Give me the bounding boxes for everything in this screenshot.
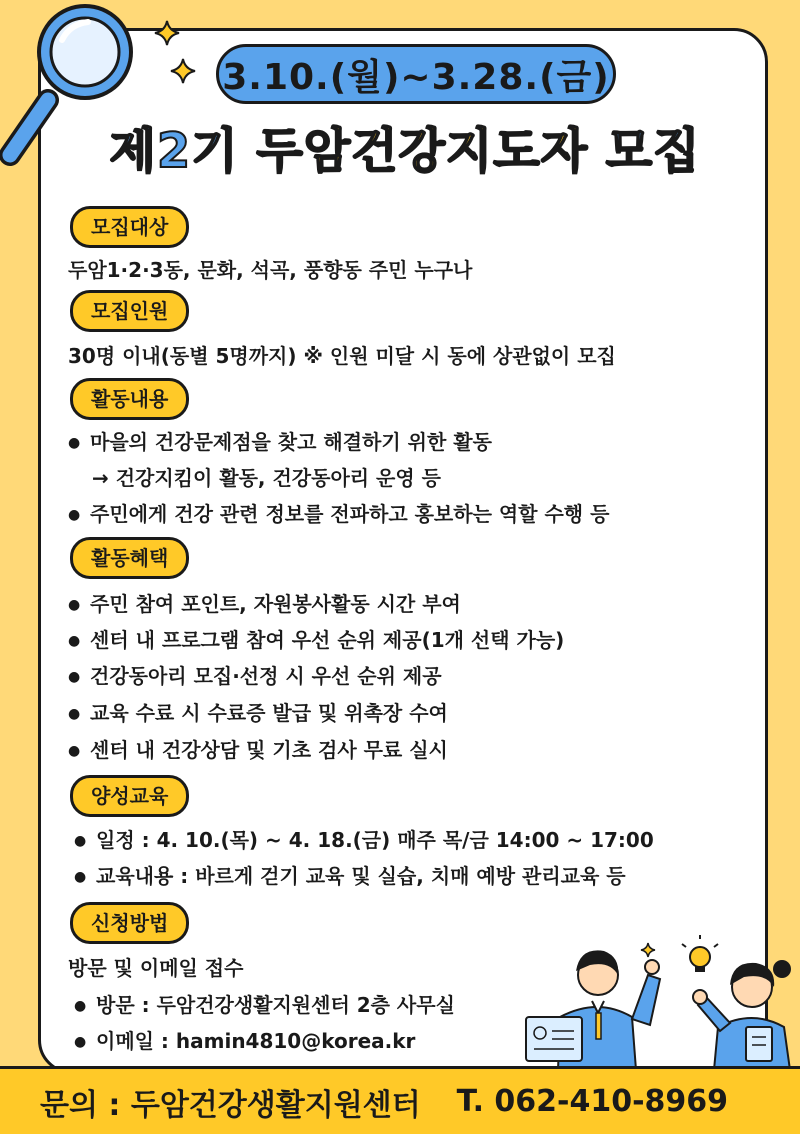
title-prefix: 제2기	[109, 123, 239, 179]
date-range: 3.10.(월)~3.28.(금)	[222, 56, 610, 98]
list-item: ● 건강동아리 모집·선정 시 우선 순위 제공	[68, 660, 442, 689]
contact-footer	[0, 1066, 800, 1134]
list-item: → 건강지킴이 활동, 건강동아리 운영 등	[92, 466, 441, 490]
contact-phone: T. 062-410-8969	[456, 1084, 729, 1119]
sparkle-icon	[154, 20, 180, 46]
section-label-target: 모집대상	[70, 206, 189, 248]
headcount-text: 30명 이내(동별 5명까지) ※ 인원 미달 시 동에 상관없이 모집	[68, 344, 616, 368]
title-suffix: 모집	[605, 123, 701, 179]
list-item: ● 센터 내 프로그램 참여 우선 순위 제공(1개 선택 가능)	[68, 624, 564, 653]
page-title	[60, 112, 750, 181]
list-item: ● 주민 참여 포인트, 자원봉사활동 시간 부여	[68, 588, 461, 617]
list-item: ● 교육 수료 시 수료증 발급 및 위촉장 수여	[68, 697, 448, 726]
title-main: 두암건강지도자	[256, 123, 588, 179]
section-label-benefits: 활동혜택	[70, 537, 189, 579]
list-item: ● 마을의 건강문제점을 찾고 해결하기 위한 활동	[68, 426, 492, 455]
date-range-pill	[216, 44, 616, 104]
target-text: 두암1·2·3동, 문화, 석곡, 풍향동 주민 누구나	[68, 258, 473, 282]
people-illustration	[520, 935, 800, 1070]
list-item: ● 주민에게 건강 관련 정보를 전파하고 홍보하는 역할 수행 등	[68, 498, 609, 527]
section-label-training: 양성교육	[70, 775, 189, 817]
list-item: ● 교육내용 : 바르게 걷기 교육 및 실습, 치매 예방 관리교육 등	[74, 860, 626, 889]
contact-org: 문의 : 두암건강생활지원센터	[40, 1087, 421, 1123]
lightbulb-icon	[682, 935, 718, 972]
apply-text: 방문 및 이메일 접수	[68, 956, 244, 980]
section-label-headcount: 모집인원	[70, 290, 189, 332]
section-label-activities: 활동내용	[70, 378, 189, 420]
sparkle-icon	[170, 58, 196, 84]
list-item: ● 이메일 : hamin4810@korea.kr	[74, 1025, 415, 1054]
list-item: ● 방문 : 두암건강생활지원센터 2층 사무실	[74, 989, 455, 1018]
section-label-apply: 신청방법	[70, 902, 189, 944]
list-item: ● 센터 내 건강상담 및 기초 검사 무료 실시	[68, 734, 448, 763]
list-item: ● 일정 : 4. 10.(목) ~ 4. 18.(금) 매주 목/금 14:00 ~ 17:00	[74, 824, 654, 853]
